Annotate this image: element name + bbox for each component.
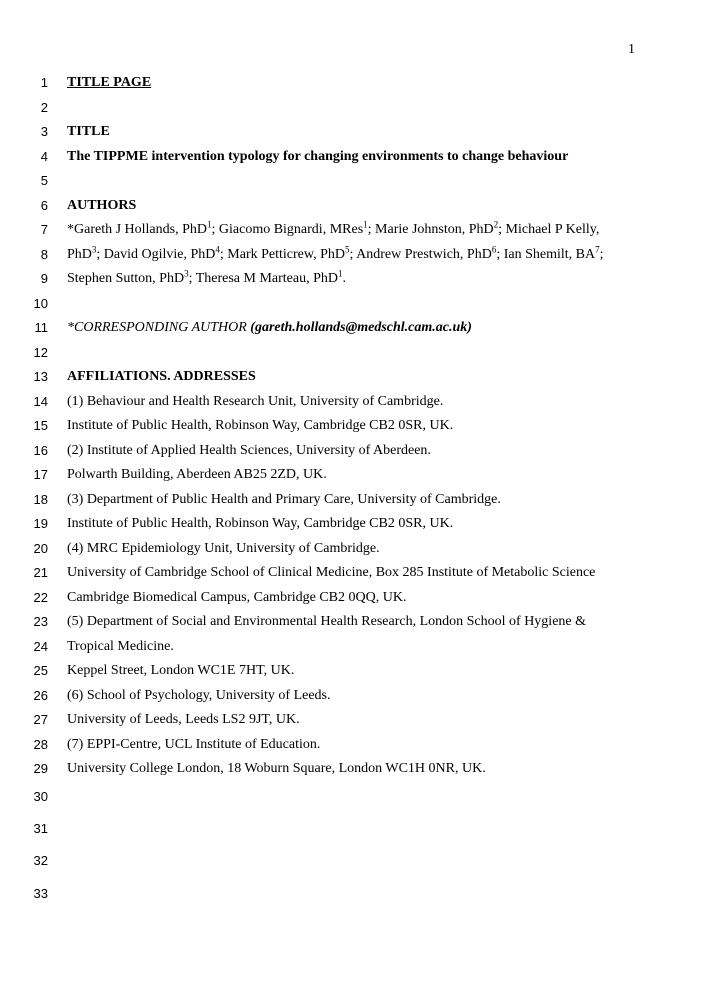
affiliation-superscript: 3 <box>91 244 97 255</box>
line-number: 3 <box>40 124 48 139</box>
line-text <box>67 463 687 487</box>
text-segment: PhD <box>67 247 92 262</box>
affiliation-superscript: 1 <box>207 219 212 230</box>
document-line <box>0 463 707 487</box>
line-number: 1 <box>40 75 48 90</box>
line-text <box>67 733 687 757</box>
document-line <box>0 292 707 316</box>
document-line <box>0 218 707 242</box>
line-text <box>67 390 687 414</box>
line-number: 33 <box>33 886 48 901</box>
document-line <box>0 243 707 267</box>
line-number: 32 <box>33 853 48 868</box>
document-line <box>0 390 707 414</box>
text-segment: TITLE <box>67 124 110 139</box>
line-number: 23 <box>33 614 48 629</box>
line-number: 4 <box>40 149 48 164</box>
line-number: 30 <box>33 789 48 804</box>
text-segment: AUTHORS <box>67 198 137 213</box>
text-segment: (1) Behaviour and Health Research Unit, University of Cambridge. <box>67 394 444 409</box>
document-line <box>0 267 707 291</box>
text-segment: . <box>342 271 347 286</box>
line-number: 13 <box>33 369 48 384</box>
text-segment: TITLE PAGE <box>67 75 152 90</box>
line-number: 22 <box>33 590 48 605</box>
line-number: 25 <box>33 663 48 678</box>
text-segment: ; Mark Petticrew, PhD <box>219 247 345 262</box>
line-text <box>67 414 687 438</box>
document-line <box>0 512 707 536</box>
text-segment: Cambridge Biomedical Campus, Cambridge CB2 0QQ, UK. <box>67 590 407 605</box>
document-line <box>0 488 707 512</box>
document-line <box>0 169 707 193</box>
line-number: 17 <box>33 467 48 482</box>
affiliation-superscript: 5 <box>344 244 350 255</box>
line-text <box>67 439 687 463</box>
text-segment: (2) Institute of Applied Health Sciences, University of Aberdeen. <box>67 443 431 458</box>
line-number: 24 <box>33 639 48 654</box>
line-number: 29 <box>33 761 48 776</box>
text-segment: *Gareth J Hollands, PhD <box>67 222 207 237</box>
document-line <box>0 635 707 659</box>
document-line <box>0 194 707 218</box>
line-text <box>67 145 687 169</box>
line-number: 16 <box>33 443 48 458</box>
line-text <box>67 635 687 659</box>
text-segment: *CORRESPONDING AUTHOR <box>67 320 251 335</box>
line-text <box>67 120 687 144</box>
text-segment: ; Andrew Prestwich, PhD <box>349 247 492 262</box>
affiliation-superscript: 6 <box>491 244 497 255</box>
text-segment: Keppel Street, London WC1E 7HT, UK. <box>67 663 295 678</box>
text-segment: (4) MRC Epidemiology Unit, University of Cambridge. <box>67 541 380 556</box>
line-text <box>67 684 687 708</box>
affiliation-superscript: 4 <box>215 244 220 255</box>
affiliation-superscript: 1 <box>338 268 343 279</box>
text-segment: Institute of Public Health, Robinson Way, Cambridge CB2 0SR, UK. <box>67 516 454 531</box>
document-line <box>0 537 707 561</box>
line-text <box>67 708 687 732</box>
line-text <box>67 512 687 536</box>
line-number: 10 <box>33 296 48 311</box>
line-text <box>67 757 687 781</box>
line-number: 6 <box>40 198 48 213</box>
line-number: 9 <box>40 271 48 286</box>
text-segment: (5) Department of Social and Environmental Health Research, London School of Hygiene & <box>67 614 587 629</box>
line-number: 2 <box>40 100 48 115</box>
document-line <box>0 708 707 732</box>
line-text <box>67 194 687 218</box>
line-number: 14 <box>33 394 48 409</box>
affiliation-superscript: 2 <box>493 219 499 230</box>
line-text <box>67 267 687 291</box>
text-segment: ; Michael P Kelly, <box>498 222 600 237</box>
document-line <box>0 817 707 841</box>
text-segment: (7) EPPI-Centre, UCL Institute of Education. <box>67 737 321 752</box>
text-segment: ; David Ogilvie, PhD <box>96 247 216 262</box>
document-line <box>0 882 707 906</box>
affiliation-superscript: 3 <box>184 268 189 279</box>
line-text <box>67 659 687 683</box>
line-text <box>67 561 687 585</box>
text-segment: (6) School of Psychology, University of Leeds. <box>67 688 331 703</box>
document-line <box>0 586 707 610</box>
line-number: 20 <box>33 541 48 556</box>
line-number: 18 <box>33 492 48 507</box>
text-segment: Polwarth Building, Aberdeen AB25 2ZD, UK. <box>67 467 327 482</box>
document-line <box>0 733 707 757</box>
text-segment: ; Marie Johnston, PhD <box>367 222 494 237</box>
line-number: 19 <box>33 516 48 531</box>
line-number: 7 <box>40 222 48 237</box>
document-line <box>0 71 707 95</box>
document-line <box>0 610 707 634</box>
document-line <box>0 561 707 585</box>
text-segment: ; Ian Shemilt, BA <box>496 247 596 262</box>
text-segment: Tropical Medicine. <box>67 639 174 654</box>
text-segment: Institute of Public Health, Robinson Way, Cambridge CB2 0SR, UK. <box>67 418 454 433</box>
text-segment: Stephen Sutton, PhD <box>67 271 185 286</box>
line-number: 8 <box>40 247 48 262</box>
affiliation-superscript: 7 <box>595 244 600 255</box>
text-segment: The TIPPME intervention typology for changing environments to change behaviour <box>67 149 569 164</box>
line-number: 15 <box>33 418 48 433</box>
line-text <box>67 488 687 512</box>
line-number: 21 <box>33 565 48 580</box>
text-segment: (3) Department of Public Health and Primary Care, University of Cambridge. <box>67 492 501 507</box>
document-line <box>0 684 707 708</box>
line-text <box>67 610 687 634</box>
text-segment: AFFILIATIONS. ADDRESSES <box>67 369 256 384</box>
line-number: 12 <box>33 345 48 360</box>
affiliation-superscript: 1 <box>363 219 368 230</box>
text-segment: University College London, 18 Woburn Square, London WC1H 0NR, UK. <box>67 761 486 776</box>
page-number: 1 <box>628 42 635 57</box>
text-segment: University of Cambridge School of Clinical Medicine, Box 285 Institute of Metabolic Science <box>67 565 596 580</box>
line-number: 27 <box>33 712 48 727</box>
text-segment: ; Theresa M Marteau, PhD <box>188 271 339 286</box>
line-number: 26 <box>33 688 48 703</box>
line-number: 31 <box>33 821 48 836</box>
line-text <box>67 537 687 561</box>
document-line <box>0 659 707 683</box>
document-line <box>0 96 707 120</box>
text-segment: University of Leeds, Leeds LS2 9JT, UK. <box>67 712 300 727</box>
line-text <box>67 218 687 242</box>
document-line <box>0 365 707 389</box>
line-number: 5 <box>40 173 48 188</box>
document-line <box>0 414 707 438</box>
line-text <box>67 586 687 610</box>
document-line <box>0 341 707 365</box>
line-number: 28 <box>33 737 48 752</box>
text-segment: ; Giacomo Bignardi, MRes <box>211 222 364 237</box>
line-number: 11 <box>34 320 48 335</box>
line-text <box>67 71 687 95</box>
text-segment: (gareth.hollands@medschl.cam.ac.uk) <box>250 320 472 335</box>
document-line <box>0 849 707 873</box>
document-line <box>0 120 707 144</box>
document-line <box>0 145 707 169</box>
line-text <box>67 316 687 340</box>
document-line <box>0 316 707 340</box>
text-segment: ; <box>599 247 604 262</box>
document-line <box>0 757 707 781</box>
document-line <box>0 439 707 463</box>
document-line <box>0 785 707 809</box>
line-text <box>67 243 687 267</box>
line-text <box>67 365 687 389</box>
